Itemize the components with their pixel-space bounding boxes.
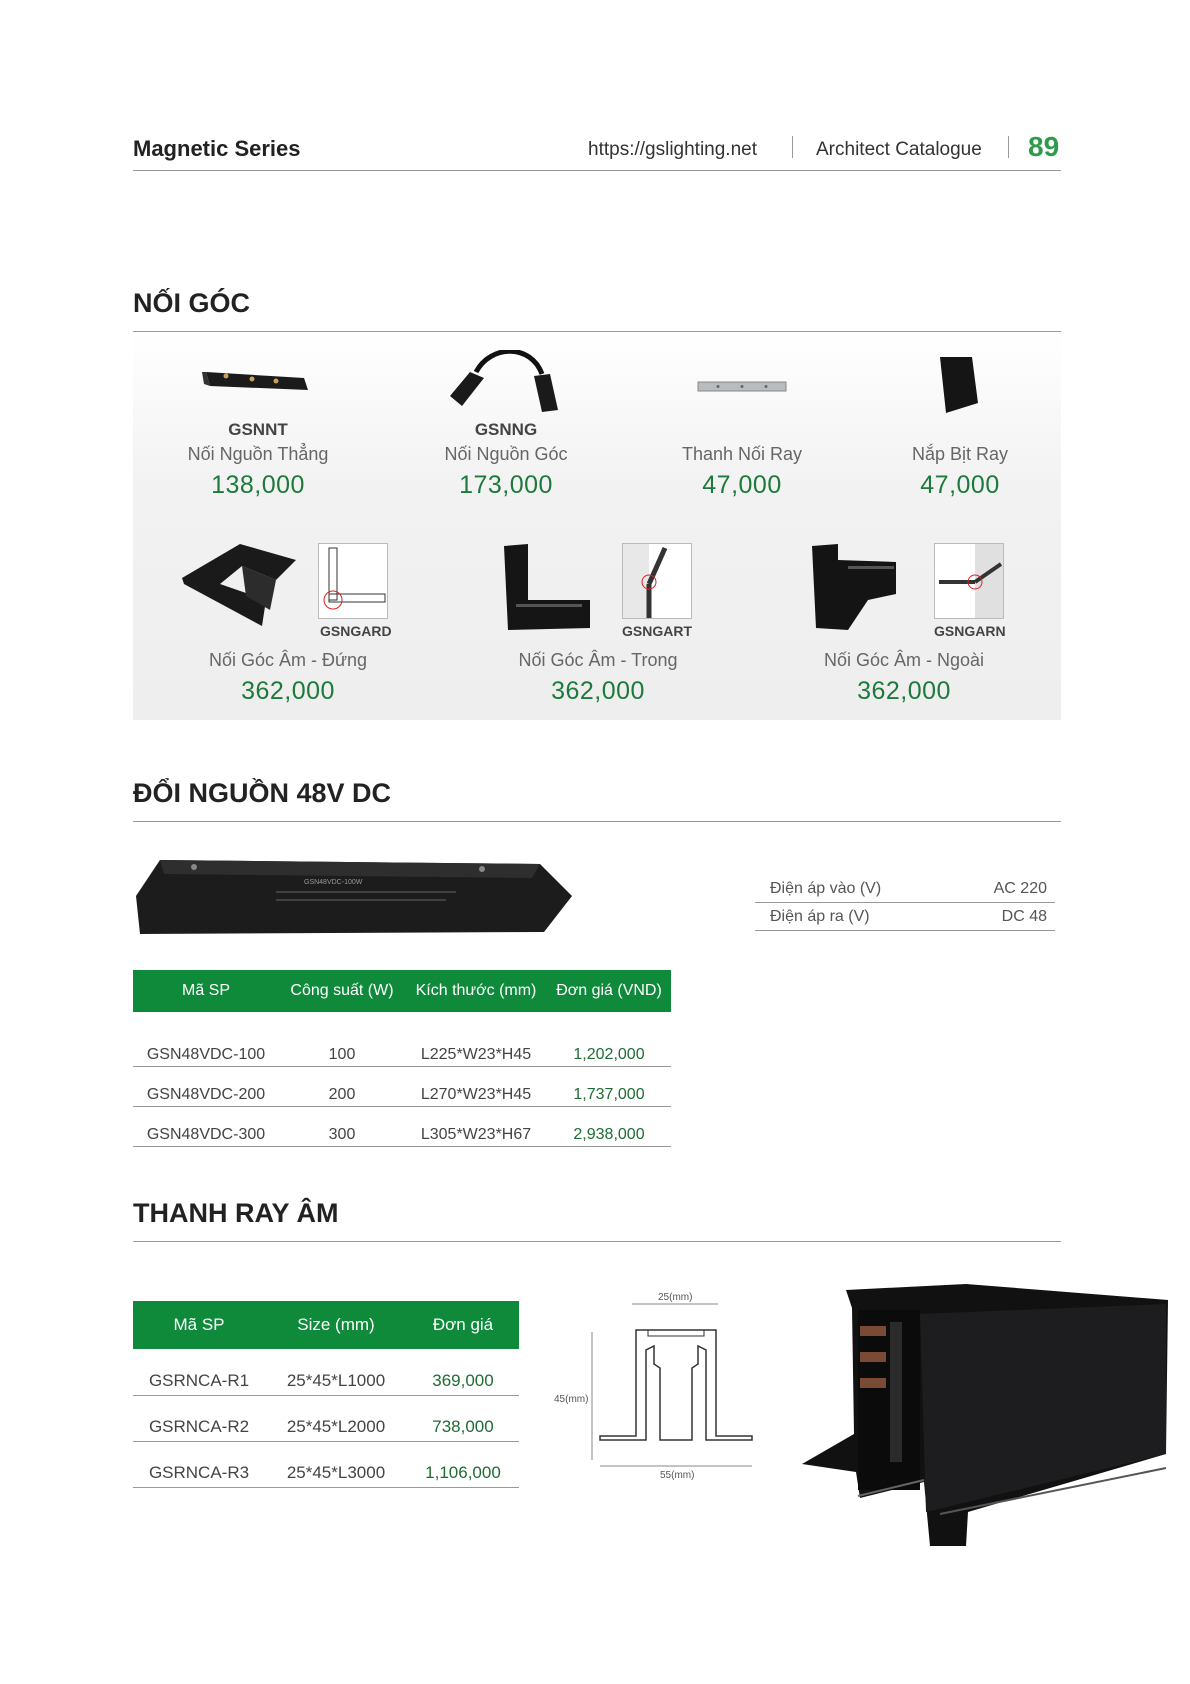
corner-diagram-thumbnail: [622, 543, 692, 619]
inner-corner-connector-image: [500, 540, 596, 632]
cell-code: GSRNCA-R3: [133, 1441, 265, 1487]
spec-row: [755, 875, 1055, 903]
power-driver-image: [136, 856, 576, 938]
cell-size: 25*45*L3000: [265, 1441, 407, 1487]
cell-code: GSN48VDC-200: [133, 1066, 279, 1106]
product-name: Nắp Bịt Ray: [911, 444, 1009, 464]
product-price: 173,000: [459, 471, 553, 499]
angled-power-connector-image: [446, 350, 564, 414]
driver-label: GSN48VDC-100W: [304, 879, 363, 886]
corner-product-card: [468, 646, 728, 706]
product-name: Thanh Nối Ray: [681, 444, 803, 464]
cell-size: L305*W23*H67: [405, 1106, 547, 1146]
cell-price: 2,938,000: [547, 1106, 671, 1146]
product-price: 362,000: [241, 677, 335, 705]
series-title: Magnetic Series: [133, 136, 301, 161]
corner-product-card: [158, 646, 418, 706]
corner-product-card: [774, 646, 1034, 706]
rail-joint-plate-image: [696, 380, 788, 394]
cell-power: 200: [279, 1066, 405, 1106]
product-code: GSNNG: [474, 420, 538, 439]
column-header: Mã SP: [133, 1301, 265, 1349]
cell-size: L270*W23*H45: [405, 1066, 547, 1106]
cell-code: GSN48VDC-300: [133, 1106, 279, 1146]
product-card: [148, 420, 368, 500]
column-header: Size (mm): [265, 1301, 407, 1349]
product-price: 138,000: [211, 471, 305, 499]
column-header: Đơn giá: [407, 1301, 519, 1349]
recessed-rail-image: [800, 1282, 1170, 1548]
header-rule: [133, 170, 1061, 171]
page-number: 89: [1028, 131, 1060, 162]
cell-price: 738,000: [407, 1395, 519, 1441]
corner-product-code: GSNGART: [622, 623, 692, 639]
cell-code: GSRNCA-R1: [133, 1349, 265, 1395]
column-header: Mã SP: [133, 970, 279, 1012]
dimension-top: 25(mm): [658, 1292, 693, 1303]
cell-power: 300: [279, 1106, 405, 1146]
cell-code: GSRNCA-R2: [133, 1395, 265, 1441]
spec-value: DC 48: [1001, 908, 1047, 925]
corner-product-code: GSNGARD: [320, 623, 392, 639]
table-row: [133, 1066, 671, 1106]
header-divider: [1008, 136, 1009, 158]
product-name: Nối Nguồn Thẳng: [187, 444, 329, 464]
section-title-power: ĐỔI NGUỒN 48V DC: [133, 778, 392, 808]
cell-price: 369,000: [407, 1349, 519, 1395]
spec-row: [755, 903, 1055, 931]
column-header: Kích thước (mm): [405, 970, 547, 1012]
dimension-bottom: 55(mm): [660, 1470, 695, 1480]
rail-section-drawing: [550, 1290, 760, 1480]
rail-table: [133, 1301, 519, 1488]
column-header: Công suất (W): [279, 970, 405, 1012]
product-card: [632, 420, 852, 500]
section-rule: [133, 821, 1061, 822]
cell-code: GSN48VDC-100: [133, 1012, 279, 1066]
product-code: [632, 420, 852, 440]
power-specs: [755, 875, 1055, 931]
outer-corner-connector-image: [808, 540, 904, 632]
cell-size: L225*W23*H45: [405, 1012, 547, 1066]
column-header: Đơn giá (VND): [547, 970, 671, 1012]
straight-power-connector-image: [200, 364, 312, 398]
cell-price: 1,106,000: [407, 1441, 519, 1487]
product-price: 47,000: [920, 471, 1000, 499]
cell-size: 25*45*L1000: [265, 1349, 407, 1395]
cell-price: 1,202,000: [547, 1012, 671, 1066]
product-name: Nối Góc Âm - Trong: [518, 650, 678, 670]
table-header-row: [133, 1301, 519, 1349]
section-title-rail: THANH RAY ÂM: [133, 1198, 339, 1228]
dimension-side: 45(mm): [554, 1394, 589, 1405]
cell-power: 100: [279, 1012, 405, 1066]
corner-diagram-thumbnail: [934, 543, 1004, 619]
corner-product-code: GSNGARN: [934, 623, 1006, 639]
product-card: [850, 420, 1070, 500]
table-row: [133, 1012, 671, 1066]
section-rule: [133, 1241, 1061, 1242]
corner-diagram-thumbnail: [318, 543, 388, 619]
product-name: Nối Nguồn Góc: [444, 444, 568, 464]
product-price: 362,000: [857, 677, 951, 705]
section-title-corner: NỐI GÓC: [133, 288, 251, 318]
table-row: [133, 1349, 519, 1395]
catalogue-title: Architect Catalogue: [816, 139, 982, 160]
website-link[interactable]: https://gslighting.net: [588, 139, 757, 160]
spec-label: Điện áp vào (V): [770, 880, 882, 897]
product-price: 362,000: [551, 677, 645, 705]
product-card: [396, 420, 616, 500]
product-name: Nối Góc Âm - Ngoài: [823, 650, 985, 670]
table-row: [133, 1395, 519, 1441]
product-price: 47,000: [702, 471, 782, 499]
rail-end-cap-image: [936, 355, 982, 415]
product-name: Nối Góc Âm - Đứng: [208, 650, 368, 670]
header-divider: [792, 136, 793, 158]
spec-value: AC 220: [993, 880, 1047, 897]
power-driver-table: [133, 970, 671, 1147]
cell-price: 1,737,000: [547, 1066, 671, 1106]
table-row: [133, 1441, 519, 1487]
table-row: [133, 1106, 671, 1146]
product-code: GSNNT: [228, 420, 288, 439]
product-code: [850, 420, 1070, 440]
cell-size: 25*45*L2000: [265, 1395, 407, 1441]
table-header-row: [133, 970, 671, 1012]
vertical-corner-connector-image: [180, 540, 296, 630]
spec-label: Điện áp ra (V): [770, 908, 870, 925]
